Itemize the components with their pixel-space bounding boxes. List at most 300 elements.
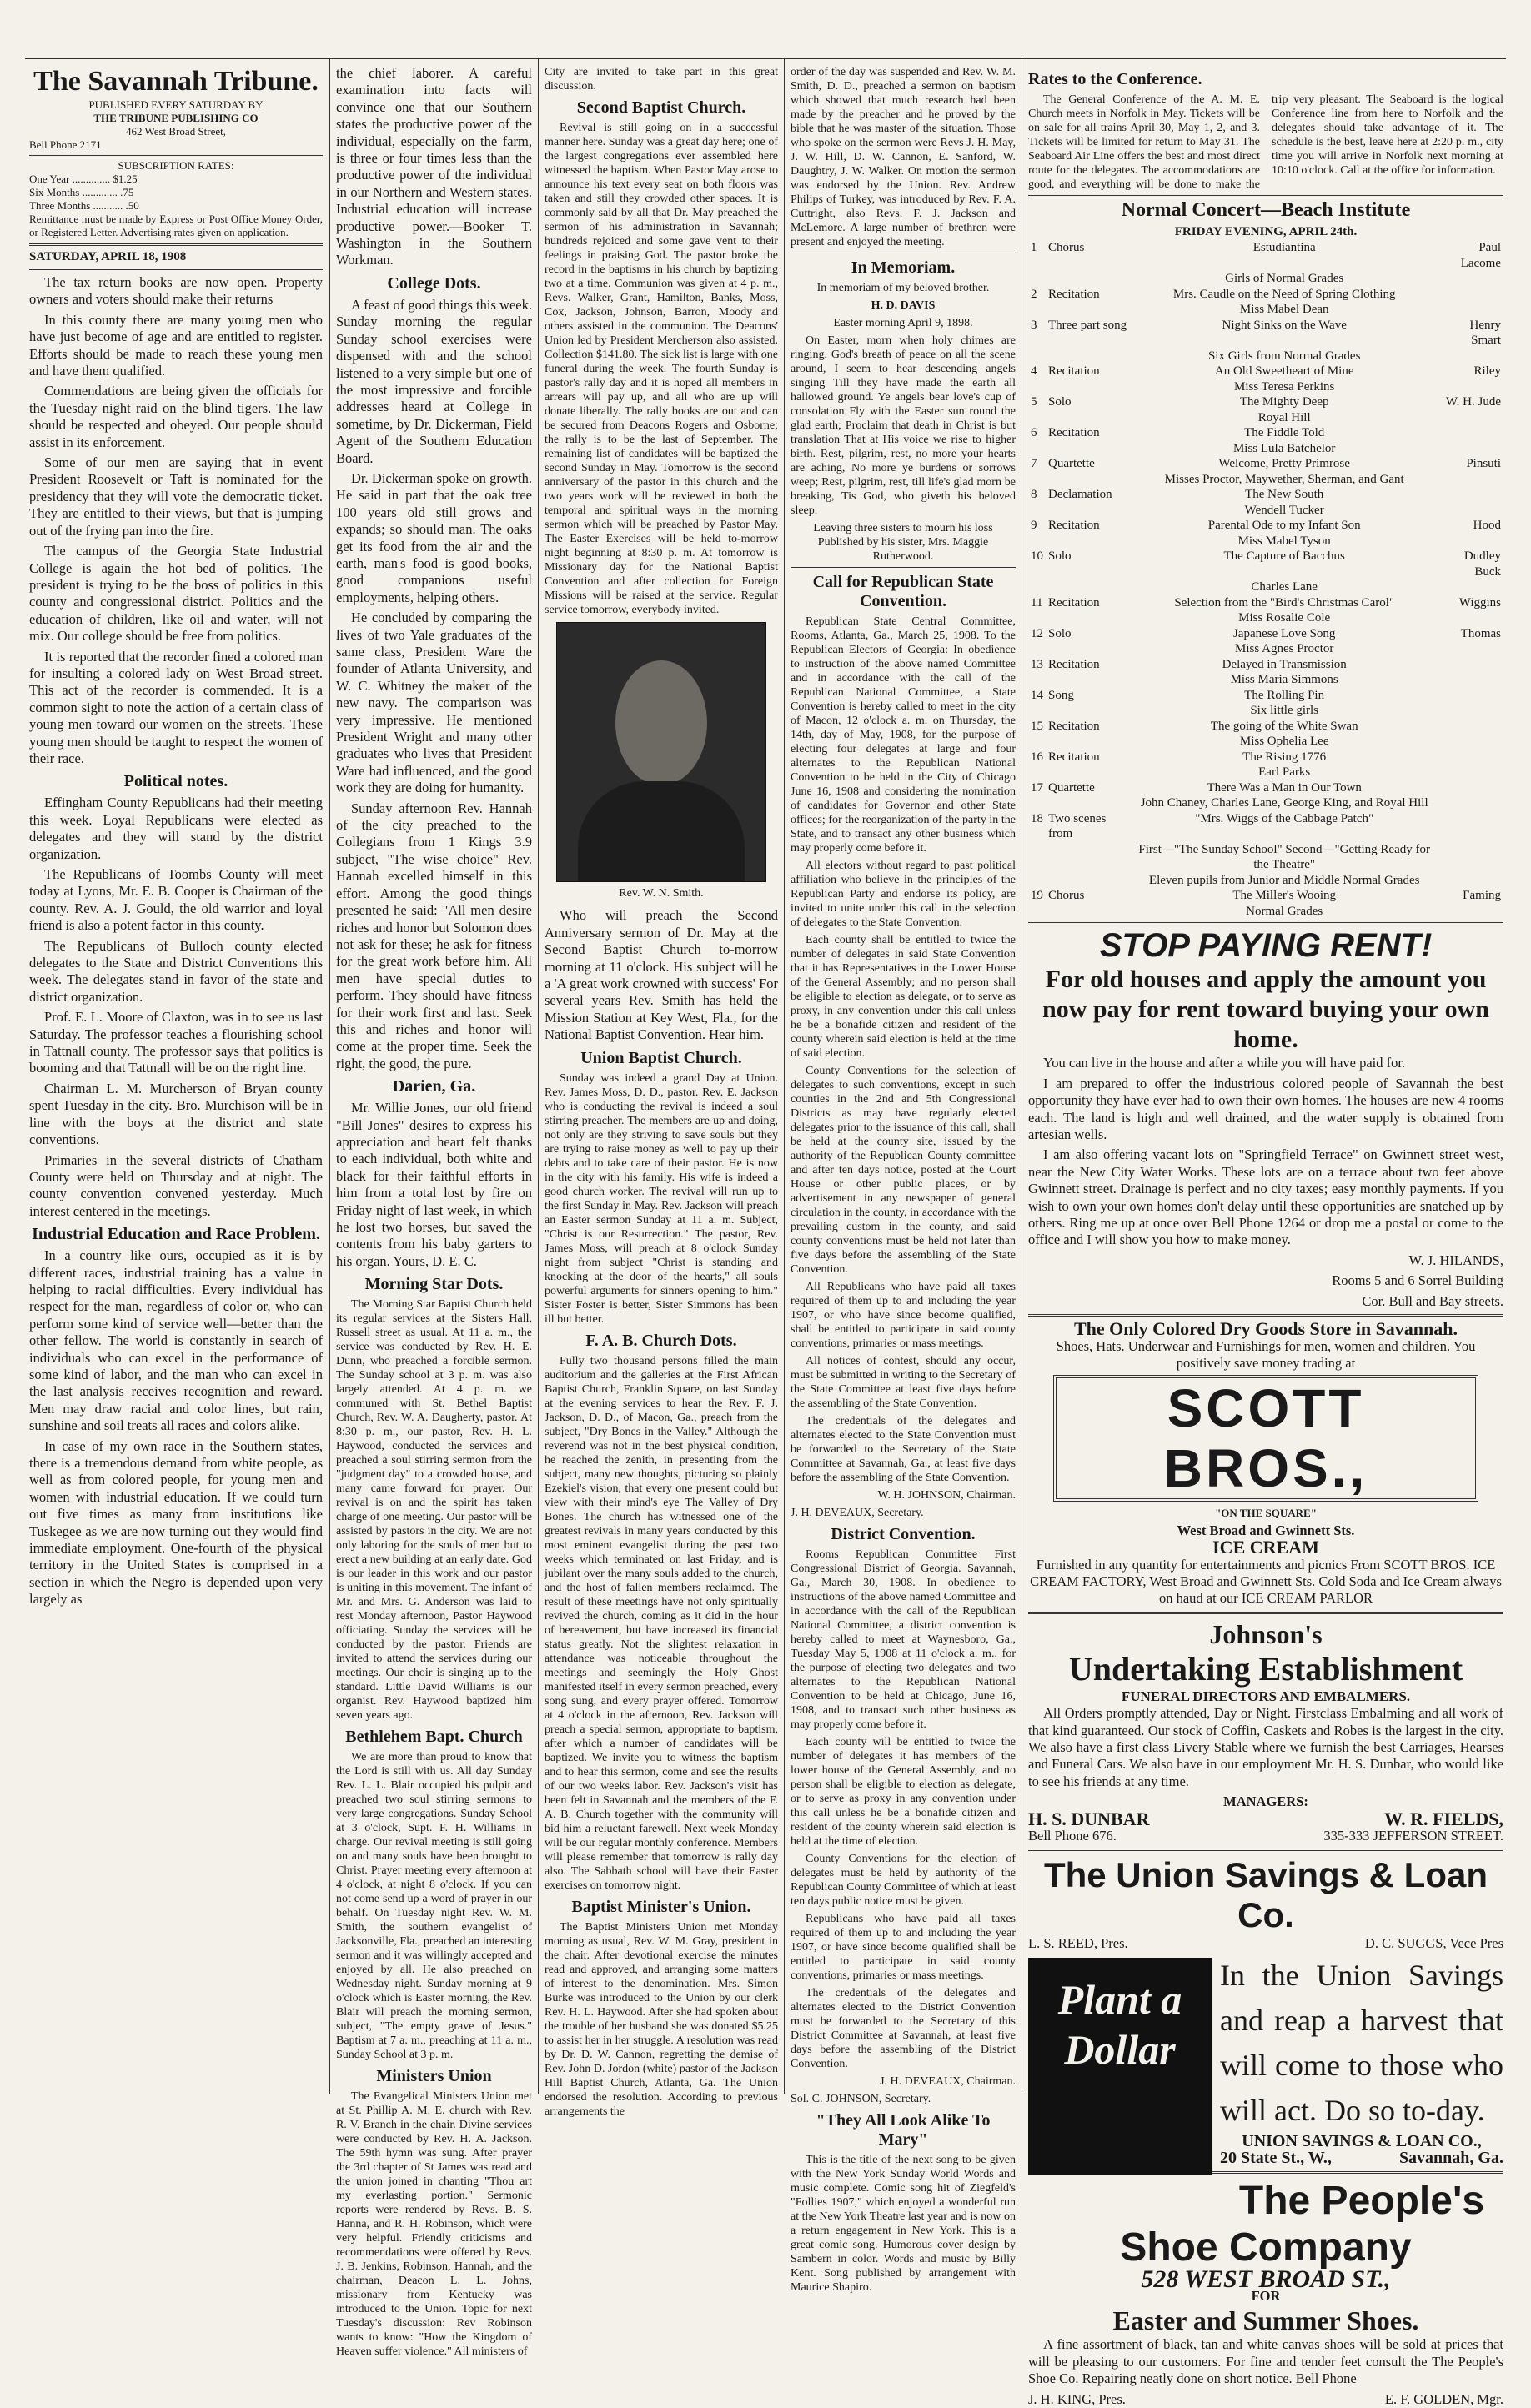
program-row [1028,379,1503,395]
memoriam-name: H. D. DAVIS [871,299,936,312]
johnson-contact [1028,1828,1503,1844]
program-kind: Recitation [1048,287,1100,301]
rent-ad-text: I am prepared to offer the industrious colored people of Savannah the best opportunity they have ever had to own their own homes. The houses are new 4 rooms each. The land is high and well drained, and the water supply is obtained from artesian wells. [1028,1075,1503,1143]
program-composer [1437,657,1503,673]
shoe-ad-text: A fine assortment of black, tan and white canvas shoes will be sold at prices that will be pleasing to our customers. For fine and tender feet consult the The People's Shoe Co. Repairing neatly done on short notice. Bell Phone [1028,2336,1503,2387]
program-composer [1437,734,1503,750]
shoe-for: FOR [1251,2288,1281,2305]
program-number: 19 [1031,889,1043,903]
manager-name: H. S. DUNBAR [1028,1808,1150,1829]
program-title: Eleven pupils from Junior and Middle Normal Grades [1148,873,1420,887]
signature: Sol. C. JOHNSON, Secretary. [791,2093,931,2105]
program-row [1028,302,1503,318]
johnson-names [1028,1808,1503,1829]
issue-date: SATURDAY, APRIL 18, 1908 [29,250,187,263]
program-row [1028,394,1503,410]
program-row [1028,703,1503,719]
union-officers [1028,1935,1503,1952]
program-kind [1046,349,1132,364]
program-composer [1437,750,1503,765]
program-kind [1046,873,1132,889]
editorial-paragraph: It is reported that the recorder fined a colored man for insulting a colored lady on West Broad street. This act of the recorder is commended. It is a common sight to note the action of a certain class of young men toward our women on the streets. These young men should be taught to respect the women of their race. [29,648,323,766]
program-number [1028,379,1046,395]
johnson-ad-heading: Johnson's [1209,1618,1323,1649]
program-number: 5 [1031,395,1037,409]
program-row [1028,410,1503,426]
column-rule [784,58,785,2094]
program-composer [1437,703,1503,719]
program-row [1028,795,1503,811]
article-paragraph: The credentials of the delegates and alternates elected to the District Convention must be forwarded to the Secretary of this District Committee at Savannah, at least five days before the assembling of the District Convention. [791,1987,1016,2070]
article-paragraph: Revival is still going on in a successful manner here. Sunday was a great day here; one of the largest congregations ever assembled here witnessed the baptism. When Pastor May arose to announce his text every seat on both floors was taken and still they crowded other spaces. It is commonly said by all that Dr. May preached the sermon of his administration in Savannah; hundreds rejoiced and some gave vent to their feelings in praising God. The pastor broke the record in the baptisms in his church by baptizing two at a time. Communion was given at 4 p. m., Revs. Walker, Grant, Hamilton, Banks, Moss, Cox, Jackson, Johnson, Barron, Moody and others assisted in the communion. The Deacons' Union led by President Mercherson also assisted. Collection $141.80. The sick list is large with one funeral during the week. The fourth Sunday is pastor's rally day and it is hoped all members in arrears will pay up, and all who are up will donate liberally. The rally books are out and can be secured from Deacons Rogers and Osborne; the rally is to be the last of September. The remaining list of candidates will be baptized the second Sunday in May. Tomorrow is the second anniversary of the pastor in this church and the two years work will be reviewed in both the temporal and spiritual ways in the morning sermon which will be preached by Pastor May. The Easter Exercises will be held to-morrow night beginning at 8:30 p. m. At tomorrow is Missionary day for the National Baptist Convention and after collection for Foreign Missions will be raised at the service. Regular service tomorrow, everybody invited. [545,122,778,616]
shoe-manager: E. F. GOLDEN, Mgr. [1384,2390,1503,2407]
program-title: Miss Agnes Proctor [1235,642,1334,656]
program-title: Japanese Love Song [1232,626,1336,640]
program-composer [1437,503,1503,519]
remittance-note: Remittance must be made by Express or Post Office Money Order, or Registered Letter. Advertising rates given on application. [29,213,323,238]
article-paragraph: In a country like ours, occupied as it is by different races, industrial training has a value in helping to racial difficulties. Every individual has respect for the man, regardless of color or, who can perform some kind of service well—better than the other fellow. The world is constantly in search of individuals who can excel in the performance of some kind of labor, and the man who can excel in the last analysis receives recognition and reward. Men may draw racial and color lines, but rain, sunshine and soil treats all races and colors alike. [29,1247,323,1434]
program-kind: Recitation [1048,750,1100,764]
rent-ad-signature: Cor. Bull and Bay streets. [1362,1292,1503,1309]
rate-six: Six Months ............. .75 [29,186,134,198]
program-row [1028,518,1503,534]
editorial-paragraph: In this county there are many young men who have just become of age and are entitled to register. Efforts should be made to reach these young men and have them qualified. [29,311,323,379]
program-kind [1046,765,1132,780]
signature: W. H. JOHNSON, Chairman. [877,1489,1016,1502]
program-kind [1046,641,1132,657]
johnson-ad-line: FUNERAL DIRECTORS AND EMBALMERS. [1121,1688,1411,1704]
article-paragraph: County Conventions for the election of delegates must be held by authority of the Republican County Committee of which at least ten days public notice must be given. [791,1853,1016,1908]
program-kind [1046,472,1132,488]
program-number [1028,534,1046,549]
program-kind: Recitation [1048,657,1100,671]
program-title: The going of the White Swan [1210,719,1358,733]
fab-church-heading: F. A. B. Church Dots. [585,1331,737,1350]
article-paragraph: The credentials of the delegates and alternates elected to the State Convention must be forwarded to the Secretary of the State Committee at Savannah, Ga., at least five days before the assembling of the State Convention. [791,1415,1016,1484]
program-title: Welcome, Pretty Primrose [1218,457,1350,471]
program-number: 12 [1031,626,1043,640]
program-composer [1437,780,1503,796]
program-kind [1046,672,1132,688]
program-title: The Mighty Deep [1239,395,1329,409]
program-title: An Old Sweetheart of Mine [1214,364,1354,379]
article-paragraph: Rooms Republican Committee First Congressional District of Georgia. Savannah, Ga., March 30, 1908. In obedience to instructions of the above named Committee and in accordance with the call of the Republican National Committee, a district convention is hereby called to meet at Waynesboro, Ga., Tuesday May 5, 1908 at 11 o'clock a. m., for the purpose of electing two delegates and two alternates to the Republican National Convention to be held at Chicago, June 16, 1908, and to transact such other business as may properly come before it. [791,1548,1016,1731]
program-row [1028,287,1503,303]
program-title: "Mrs. Wiggs of the Cabbage Patch" [1195,811,1374,825]
plant-a-dollar-logo: Plant a Dollar [1028,1958,1212,2175]
program-row [1028,641,1503,657]
rates-paragraph: The General Conference of the A. M. E. Church meets in Norfolk in May. Tickets will be on sale for all trains April 30, May 1, 2, and 3. Tickets will be limited for return to May 31. The Seaboard Air Line offers the best and most direct route for the delegates. The accommodations are good, and everything will be done to make the trip very pleasant. The Seaboard is the logical Conference line from here to Norfolk and the delegates should take advantage of it. The schedule is the best, leave here at 2:20 p. m., city time you will arrive in Norfolk next morning at 10:10 o'clock. Call at the office for information. [1028,93,1503,191]
concert-date: FRIDAY EVENING, APRIL 24th. [1174,225,1358,238]
article-paragraph: A feast of good things this week. Sunday morning the regular Sunday school exercises were dispensed with and the school listened to a very simple but one of the most impressive and forcible addresses heard at College in sometime, by Dr. Dickerman, Field Agent of the Southern Education Board. [336,296,532,466]
program-composer [1437,579,1503,595]
program-row [1028,888,1503,904]
program-number [1028,842,1046,873]
program-kind: Two scenes from [1048,811,1107,841]
program-row [1028,750,1503,765]
program-kind: Three part song [1048,318,1127,332]
program-title: Miss Mabel Dean [1239,303,1329,317]
program-title: Royal Hill [1257,410,1311,424]
editorial-paragraph: Commendations are being given the officials for the Tuesday night raid on the blind tigers. The law should be respected and obeyed. Our people should assist in its enforcement. [29,383,323,450]
shoe-address: 528 WEST BROAD ST., [1141,2265,1391,2293]
article-paragraph: Each county will be entitled to twice the number of delegates it has members of the lower house of the General Assembly, and no person shall be eligible to election as delegate, or to serve as proxy in any convention under this call unless he be a bonafide citizen and resident of the county wherein said election is held at the time of election. [791,1736,1016,1848]
program-title: Misses Proctor, Maywether, Sherman, and Gant [1164,472,1404,486]
article-paragraph: County Conventions for the selection of delegates to such conventions, except in such counties in the 2nd and 5th Congressional Districts as may have regularly elected delegates prior to the issuance of this call, shall be held at the county site, issued by the authority of the Republican County committee and after ten days notice, posted at the Court House or other public places, or by advertisement in any newspaper of general circulation in the county, in accordance with the prevailing custom in the county, and said county conventions must be held not later than five days before the assembling of the State Convention. [791,1065,1016,1276]
union-ad-text: In the Union Savings and reap a harvest that will come to those who will act. Do so to-day. [1220,1958,1503,2127]
program-composer [1437,271,1503,287]
program-number [1028,349,1046,364]
morning-star-heading: Morning Star Dots. [364,1275,504,1294]
program-row [1028,780,1503,796]
program-kind [1046,610,1132,626]
program-row [1028,503,1503,519]
baptist-ministers-heading: Baptist Minister's Union. [571,1897,751,1916]
program-number [1028,873,1046,889]
program-number: 6 [1031,426,1037,440]
program-composer [1437,641,1503,657]
program-composer: Henry Smart [1469,318,1501,348]
call-convention-heading: Call for Republican State Convention. [812,573,994,610]
union-address-row [1220,2150,1503,2166]
program-row [1028,240,1503,271]
program-title: Normal Grades [1246,904,1323,918]
johnson-ad-subheading: Undertaking Establishment [1068,1649,1463,1688]
program-composer [1437,795,1503,811]
program-composer [1437,472,1503,488]
they-all-look-heading: "They All Look Alike To Mary" [816,2111,991,2149]
program-number [1028,904,1046,920]
program-row [1028,657,1503,673]
memoriam-date: Easter morning April 9, 1898. [833,317,973,329]
program-title: Six little girls [1250,704,1319,718]
program-kind: Recitation [1048,719,1100,733]
darien-heading: Darien, Ga. [392,1077,476,1096]
article-paragraph: Fully two thousand persons filled the main auditorium and the galleries at the First African Baptist Church, Franklin Square, on last Sunday at the evening services to hear the Rev. F. J. Jackson, D. D., of Macon, Ga., preach from the subject, "Dry Bones in the Valley." Although the reverend was not in the best physical condition, he reached the zenith, in presenting from the subject, many new thoughts, picturing so plainly Ezekiel's vision, that every one present could but view with their mind's eye The Valley of Dry Bones. The church has witnessed one of the greatest revivals in many years conducted by this most eminent evangelist during the past two weeks which terminated on last Friday, and is jubilant over the many souls added to the church, and the host of fallen members reclaimed. The result of these meetings have not only spiritually revived the church, coming as it did in the hour of bereavement, but have increased its financial status greatly. Not the slightest relaxation in attendance was noticeable throughout the meetings and seemingly the Holy Ghost manifested itself in every sermon preached, every song sung, and every prayer offered. Tomorrow at 4 o'clock in the afternoon, Rev. Jackson will preach a special sermon, appropriate to baptism, after which a number of candidates will be baptized. We invite you to witness the baptism and to hear this sermon, come and see the results of our two weeks labor. Rev. Jackson's visit has been felt in Savannah and the members of the F. A. B. Church together with the community will bid him a reluctant farewell. Next week Monday will be our regular monthly conference. Members will please remember that tomorrow is rally day also. The Sabbath school will have their Easter exercises on tomorrow night. [545,1354,778,1892]
program-number: 14 [1031,688,1043,702]
article-paragraph: The Baptist Ministers Union met Monday morning as usual, Rev. W. M. Gray, president in the chair. After devotional exercise the minutes read and approved, and arranging some matters of interest to the denomination. Mrs. Simon Burke was introduced to the Union by our clerk Rev. H. L. Haywood. After she had spoken about the trouble of her husband she was donated $5.25 to assist her in her struggle. A resolution was read by Dr. D. W. Cannon, regretting the demise of Rev. John D. Jordon (white) pastor of the Jackson Hill Baptist Church, Atlanta, Ga. The Union endorsed the resolution. According to previous arrangements the [545,1920,778,2118]
program-kind: Chorus [1048,241,1085,255]
scott-ad-text: Shoes, Hats. Underwear and Furnishings for men, women and children. You positively save money trading at [1056,1337,1476,1371]
program-kind [1046,842,1132,873]
shoe-president: J. H. KING, Pres. [1028,2390,1126,2407]
program-title: Miss Maria Simmons [1230,673,1338,687]
program-kind: Recitation [1048,595,1100,610]
program-number: 18 [1031,811,1043,825]
program-kind [1046,271,1132,287]
program-kind [1046,703,1132,719]
rates-heading: Rates to the Conference. [1028,70,1202,88]
program-row [1028,765,1503,780]
program-row [1028,595,1503,611]
program-row [1028,487,1503,503]
program-composer: Paul Lacome [1460,241,1501,270]
column-2 [336,65,532,2359]
program-number [1028,271,1046,287]
program-composer [1437,487,1503,503]
program-title: Night Sinks on the Wave [1222,318,1347,332]
program-row [1028,626,1503,642]
program-composer [1437,688,1503,704]
program-kind [1046,379,1132,395]
program-composer [1437,672,1503,688]
johnson-ad-text: All Orders promptly attended, Day or Night. Firstclass Embalming and all work of that kind guaranteed. Our stock of Coffin, Caskets and Robes is the largest in the city. We also have a first class Livery Stable where we furnish the best Carriages, Hearses and Funeral Cars. We also have in our employment Mr. H. S. Dunbar, who would like to see his friends at any time. [1028,1705,1503,1789]
program-title: Miss Lula Batchelor [1232,441,1336,455]
scott-tagline: "ON THE SQUARE" [1215,1507,1317,1520]
program-composer [1437,904,1503,920]
program-kind [1046,579,1132,595]
program-title: Miss Rosalie Cole [1238,611,1331,625]
article-paragraph: The Morning Star Baptist Church held its regular services at the Sisters Hall, Russell street as usual. At 11 a. m., the service was conducted by Rev. H. E. Dunn, who preached a forcible sermon. The Sunday school at 3 p. m. was also largely attended. At 4 p. m. we communed with St. Bethel Baptist Church, Rev. W. A. Daugherty, pastor. At 8:30 p. m., our pastor, Rev. H. L. Haywood, conducted the services and preached a soul stirring sermon from the "judgment day" to a crowded house, and many came forward for prayer. Our revival is on and the spirit has taken charge of one meeting. Our pastor will be assisted by pastors in the city. We are not only laboring for the souls of men but to erect a new building at an early date. God is our leader in this work and our pastor is uniting in this movement. The infant of Mr. and Mrs. G. Anderson was laid to rest Monday afternoon, Pastor Haywood officiating. Sunday the services will be conducted by the pastor. Friends are invited to attend the services during our meetings. Our choir is singing up to the standard. Little David Williams is our organist. Rev. Haywood baptized him seven years ago. [336,1298,532,1723]
program-kind: Quartette [1048,457,1095,471]
program-composer: Pinsuti [1466,457,1501,471]
union-city: Savannah, Ga. [1398,2149,1503,2168]
program-number: 13 [1031,657,1043,671]
article-paragraph: Each county shall be entitled to twice the number of delegates in said State Convention that it has Representatives in the Lower House of the General Assembly; and no person shall be eligible to election as delegate, or to serve as proxy, in any convention under this call unless he be a bonafide citizen and resident of the county wherein said election is held at the time of said election. [791,934,1016,1060]
program-title: Charles Lane [1251,580,1318,594]
ministers-union-heading: Ministers Union [376,2067,492,2086]
article-paragraph: the chief laborer. A careful examination into facts will convince one that our Southern states the productive power of the individual, especially on the farm, is three or four times less than the productive power of the individual in our Northern and Western states. Industrial education will increase productive power.—Booker T. Washington in the Southern Workman. [336,65,532,268]
scott-address: West Broad and Gwinnett Sts. [1177,1522,1355,1538]
article-paragraph: This is the title of the next song to be given with the New York Sunday World Words and music complete. Comic song hit of Ziegfeld's "Follies 1907," which enjoyed a wonderful run at the New York Theatre last year and is now on a return engagement in New York. This is a great comic song. Humorous cover design by Sambern in color. Words and music by Billy Kent. Song published by arrangement with Maurice Shapiro. [791,2154,1016,2294]
column-rule [538,58,539,2094]
program-number [1028,641,1046,657]
rent-ad-subheading: For old houses and apply the amount you now pay for rent toward buying your own home. [1042,966,1489,1054]
signature: J. H. DEVEAUX, Secretary. [791,1507,924,1519]
program-number [1028,734,1046,750]
program-composer [1437,379,1503,395]
program-title: Girls of Normal Grades [1225,272,1344,286]
union-address: 20 State St., W., [1220,2149,1332,2168]
program-number [1028,503,1046,519]
program-row [1028,734,1503,750]
bethlehem-heading: Bethlehem Bapt. Church [345,1728,523,1747]
program-kind [1046,904,1132,920]
program-title: Miss Teresa Perkins [1234,379,1335,394]
program-row [1028,610,1503,626]
rent-ad-text: You can live in the house and after a while you will have paid for. [1043,1055,1406,1071]
signature: J. H. DEVEAUX, Chairman. [880,2075,1016,2088]
concert-program [1028,240,1503,919]
program-number: 1 [1031,241,1037,255]
program-title: The Capture of Bacchus [1223,549,1345,564]
program-row [1028,271,1503,287]
program-number: 15 [1031,719,1043,733]
column-rule [329,58,330,2094]
program-kind: Declamation [1048,488,1112,502]
program-composer [1437,410,1503,426]
program-kind [1046,795,1132,811]
program-title: Miss Mabel Tyson [1237,534,1331,548]
portrait-photo [556,622,766,882]
program-number [1028,795,1046,811]
program-kind: Solo [1048,626,1072,640]
industrial-education-heading: Industrial Education and Race Problem. [32,1225,320,1244]
program-title: Estudiantina [1252,241,1316,255]
program-kind: Solo [1048,395,1072,409]
rent-ad-text: I am also offering vacant lots on "Springfield Terrace" on Gwinnett street west, near the New City Water Works. These lots are on a terrace about two feet above Gwinnett street. Drainage is perfect and no city taxes; easy monthly payments. If you wish to own your own homes don't delay until these opportunities are snatched up by others. Ring me up at once over Bell Phone 1264 or drop me a postal or come to the office and I will show you how to make money. [1028,1146,1503,1248]
program-title: Selection from the "Bird's Christmas Carol" [1174,595,1395,610]
column-3 [545,65,778,2118]
program-title: Wendell Tucker [1244,503,1324,517]
program-number [1028,441,1046,457]
article-paragraph: Sunday afternoon Rev. Hannah of the city preached to the Collegians from 1 Kings 3.9 subject, "The wise choice" Rev. Hannah excelled himself in this effort. Among the good things presented he said: "All men desire riches and honor but Solomon does not ask for these; he ask for fitness for the great work before him. All men have special duties to perform. They should have fitness for their work first and last. Seek this and riches and honor will come at the proper time. Seek the right, the good, the pure. [336,800,532,1071]
johnson-phone: Bell Phone 676. [1028,1828,1117,1844]
program-kind [1046,441,1132,457]
masthead [29,65,323,270]
program-kind [1046,302,1132,318]
article-paragraph: Primaries in the several districts of Chatham County were held on Thursday and at night. The county convention convened yesterday. Much interest centered in the meetings. [29,1151,323,1219]
program-number: 10 [1031,549,1043,564]
college-dots-heading: College Dots. [387,273,481,293]
program-title: Mrs. Caudle on the Need of Spring Clothing [1172,287,1396,301]
program-row [1028,672,1503,688]
program-row [1028,364,1503,379]
program-number: 2 [1031,287,1037,301]
program-title: Miss Ophelia Lee [1239,735,1329,749]
article-paragraph: The Republicans of Bulloch county elected delegates to the State and District Conventions this week. The delegates stand in favor of the state and district organization. [29,937,323,1005]
article-paragraph: Republican State Central Committee, Rooms, Atlanta, Ga., March 25, 1908. To the Republican Electors of Georgia: In obedience to instruction of the above named Committee and in accordance with the call of the Republican National Committee, a State Convention is hereby called to meet in the city of Macon, 12 o'clock a. m. on Thursday, the 14th, day of May, 1908, for the purpose of electing four delegates at large and four alternates to the Republican National Convention to be held in the City of Chicago June 16, 1908 and considering the nomination of candidates for Governor and other State offices; for the reorganization of the party in the State, and to transact any other business which may properly come before it. [791,615,1016,855]
program-row [1028,456,1503,472]
program-row [1028,472,1503,488]
publisher-address: 462 West Broad Street, [125,125,227,138]
program-number: 7 [1031,457,1037,471]
article-paragraph: In case of my own race in the Southern states, there is a tremendous demand from white people, as well as from colored people, for young men and women with industrial education. If we could turn out five times as many from institutions like Tuskegee as we are now turning out they would find immediate employment. One-fourth of the physical territory in the United States is comprised in a section in which the Negro is depended upon very largely as [29,1437,323,1608]
program-number: 9 [1031,519,1037,533]
article-paragraph: All Republicans who have paid all taxes required of them up to and including the year 1907, or who have since become qualified, shall be entitled to participate in said county conventions, primaries or mass meetings. [791,1281,1016,1350]
program-number [1028,672,1046,688]
program-number [1028,703,1046,719]
program-composer [1437,534,1503,549]
program-row [1028,318,1503,349]
program-kind: Quartette [1048,780,1095,795]
concert-heading: Normal Concert—Beach Institute [1121,199,1411,221]
rent-ad-signature: W. J. HILANDS, [1408,1252,1503,1268]
article-paragraph: order of the day was suspended and Rev. W. M. Smith, D. D., preached a sermon on baptism which showed that much research had been made by the preacher and he proved by the bible that he was master of the situation. Those who spoke on the sermon were Revs J. H. May, J. W. Hill, D. W. Cannon, E. Sanford, W. Daughtry, J. W. Walker. On motion the sermon was endorsed by the Union. Rev. Andrew Philips of Turkey, was introduced by Rev. F. A. Cuttright, also Revs. F. J. Jackson and McLemore. A large number of brethren were present and enjoyed the meeting. [791,66,1016,248]
program-composer: Dudley Buck [1463,549,1501,579]
program-title: Delayed in Transmission [1222,657,1347,671]
article-paragraph: The Republicans of Toombs County will meet today at Lyons, Mr. E. B. Cooper is Chairman of the county. Rev. A. J. Gould, the old warrior and loyal friend is also a potent factor in this county. [29,866,323,934]
program-kind: Solo [1048,549,1072,564]
program-number: 16 [1031,750,1043,764]
program-title: First—"The Sunday School" Second—"Getting Ready for the Theatre" [1138,842,1430,872]
program-title: The Fiddle Told [1244,426,1325,440]
program-row [1028,719,1503,735]
union-savings-heading: The Union Savings & Loan Co. [1043,1855,1488,1935]
article-paragraph: Sunday was indeed a grand Day at Union. Rev. James Moss, D. D., pastor. Rev. E. Jackson who is conducting the revival is indeed a soul stirring preacher. The members are up and doing, not only are they striving to save souls but they are trying to raise money as well to pay up their debts and to take care of their pastor. He is now in the city with his family. His wife is indeed a good church worker. The revival will run up to the first Sunday in May. Rev. Jackson will preach an Easter sermon Sunday at 11 a. m. Subject, "Christ is our Resurrection." The pastor, Rev. James Moss, will preach at 8 o'clock Sunday night from subject "Christ is standing and knocking at the door of the hearts," all souls powerful arguments for sinners opening to him." Sister Foster is better, Sister Simmons has been ill but better. [545,1071,778,1326]
johnson-address: 335-333 JEFFERSON STREET. [1323,1828,1503,1844]
program-composer [1437,441,1503,457]
memoriam-line: In memoriam of my beloved brother. [816,282,990,294]
program-number: 8 [1031,488,1037,502]
program-row [1028,441,1503,457]
rate-year: One Year .............. $1.25 [29,173,138,185]
program-row [1028,842,1503,873]
program-composer: Faming [1463,889,1501,903]
newspaper-title: The Savannah Tribune. [33,66,319,97]
article-paragraph: All electors without regard to past political affiliation who believe in the principles of the Republican Party and endorse its policy, are invited to unite under this call in the selection of delegates to the State Convention. [791,860,1016,929]
subscription-heading: SUBSCRIPTION RATES: [118,159,234,172]
union-baptist-heading: Union Baptist Church. [580,1048,742,1067]
article-paragraph: The Evangelical Ministers Union met at St. Phillip A. M. E. church with Rev. R. V. Branch in the chair. Divine services were conducted by Rev. H. A. Jackson. The 59th hymn was sung. After prayer the 3rd chapter of St James was read and the union joined in chanting "Thou art my everlasting portion." Sermonic reports were rendered by Revs. B. S. Hanna, and R. H. Robinson, which were very helpful. Friendly criticisms and recommendations were offered by Revs. J. B. Jenkins, Robinson, Hannah, and the chairman, Deacon L. L. Johns, missionary from Kentucky was introduced to the Union. Topic for next Tuesday's discussion: Rev Robinson wants to know: "How the Kingdom of Heaven suffer violence." All ministers of [336,2090,532,2359]
top-rule [25,58,1506,59]
program-kind: Song [1048,688,1074,702]
program-row [1028,688,1503,704]
program-kind: Recitation [1048,426,1100,440]
program-kind [1046,534,1132,549]
program-number [1028,765,1046,780]
program-number [1028,410,1046,426]
program-composer [1437,302,1503,318]
union-name: UNION SAVINGS & LOAN CO., [1242,2131,1482,2150]
editorial-paragraph: Some of our men are saying that in event President Roosevelt or Taft is nominated for the presidency that they will vote the democratic ticket. They are entitled to their views, but that is jumping out of the frying pan into the fire. [29,454,323,539]
program-composer: Hood [1473,519,1501,533]
scott-ad-heading: The Only Colored Dry Goods Store in Savannah. [1073,1318,1458,1340]
program-composer [1437,425,1503,441]
rent-ad-heading: STOP PAYING RENT! [1099,927,1433,965]
editorial-paragraph: The campus of the Georgia State Industrial College is again the hot bed of politics. The president is trying to be the boss of politics in this county and congressional district. Politics and the education of children, like oil and water, will not mix. Our college should be free from politics. [29,543,323,645]
rent-ad-signature: Rooms 5 and 6 Sorrel Building [1332,1272,1503,1289]
ice-cream-heading: ICE CREAM [1212,1537,1319,1558]
photo-caption: Rev. W. N. Smith. [619,887,704,900]
district-convention-heading: District Convention. [831,1525,976,1543]
program-number [1028,610,1046,626]
publisher-name: THE TRIBUNE PUBLISHING CO [93,112,259,124]
program-title: Earl Parks [1258,765,1311,780]
program-kind: Chorus [1048,889,1085,903]
program-row [1028,873,1503,889]
program-title: There Was a Man in Our Town [1207,780,1362,795]
program-kind: Recitation [1048,364,1100,379]
political-notes-heading: Political notes. [123,772,228,791]
program-title: Six Girls from Normal Grades [1207,349,1361,363]
program-row [1028,811,1503,842]
program-composer [1437,873,1503,889]
article-paragraph: Who will preach the Second Anniversary sermon of Dr. May at the Second Baptist Church to-morrow morning at 11 o'clock. His subject will be a 'A great work crowned with success' For several years Rev. Smith has held the Mission Station at Key West, Fla., for the National Baptist Convention. Hear him. [545,907,778,1043]
union-president: L. S. REED, Pres. [1028,1935,1128,1952]
program-row [1028,425,1503,441]
program-kind [1046,734,1132,750]
program-title: Parental Ode to my Infant Son [1207,519,1361,533]
article-paragraph: Dr. Dickerman spoke on growth. He said in part that the oak tree 100 years old still grows and expands; so should man. The oaks get its food from the air and the earth, man's food is good books, good companions useful employments, helping others. [336,469,532,605]
program-composer: Wiggins [1458,595,1501,610]
program-kind [1046,410,1132,426]
program-composer [1437,719,1503,735]
program-composer: W. H. Jude [1445,395,1501,409]
article-paragraph: Republicans who have paid all taxes required of them up to and including the year 1907, or have since become qualified shall be entitled to participate in said county conventions, primaries or mass meetings. [791,1913,1016,1982]
article-paragraph: Effingham County Republicans had their meeting this week. Loyal Republicans were elected as delegates and they will stand by the district organization. [29,795,323,862]
article-paragraph: We are more than proud to know that the Lord is still with us. All day Sunday Rev. L. L. Blair occupied his pulpit and preached two soul stirring sermons to very large congregations. Sunday School at 3 o'clock, Supt. F. H. Williams in charge. Our revival meeting is still going on and many souls have been brought to Christ. Prayer meeting every afternoon at 4 o'clock, at night 8 o'clock. If you can not come send up a word of prayer in our behalf. On Tuesday night Rev. W. M. Smith, the southern evangelist of Jacksonville, Fla., preached an interesting sermon and it was willingly accepted and enjoyed by all. He also preached on Wednesday night. Sunday morning at 9 o'clock which is Easter morning, the Rev. Blair will preach the morning sermon, subject, "The empty grave of Jesus." Baptism at 7 a. m., preaching at 11 a. m., Sunday School at 3 p. m. [336,1751,532,2062]
program-row [1028,549,1503,579]
program-number: 17 [1031,780,1043,795]
program-title: The Rolling Pin [1244,688,1325,702]
program-composer [1437,610,1503,626]
program-composer [1437,287,1503,303]
program-number [1028,302,1046,318]
program-row [1028,904,1503,920]
program-kind [1046,503,1132,519]
program-composer [1437,765,1503,780]
scott-bros-logo: SCOTT BROS., [1053,1375,1478,1502]
program-row [1028,579,1503,595]
shoe-company-heading: The People's Shoe Company [1120,2178,1485,2270]
program-title: The New South [1245,488,1324,502]
memoriam-poem: On Easter, morn when holy chimes are ringing, God's breath of peace on all the scene around, I seem to hear descending angels singing Till they have made the earth all hallowed ground. Ye angels bear love's cup of consolation Fly with the Easter sun round the glad earth; Proclaim that death in Christ is but translation That at His voice we rise to higher birth. Rest, pilgrim, rest, no more your hearts are aching, No more ye burdens or sorrows weep; Rest, pilgrim, rest, till life's glad morn be breaking, Tis God, who giveth his beloved sleep. [791,334,1016,517]
publisher-line: PUBLISHED EVERY SATURDAY BY [88,98,264,111]
article-paragraph: Chairman L. M. Murcherson of Bryan county spent Tuesday in the city. Bro. Murchison will be in line with the boys at the district and state conventions. [29,1080,323,1148]
manager-name: W. R. FIELDS, [1384,1808,1503,1829]
program-composer: Thomas [1460,626,1501,640]
